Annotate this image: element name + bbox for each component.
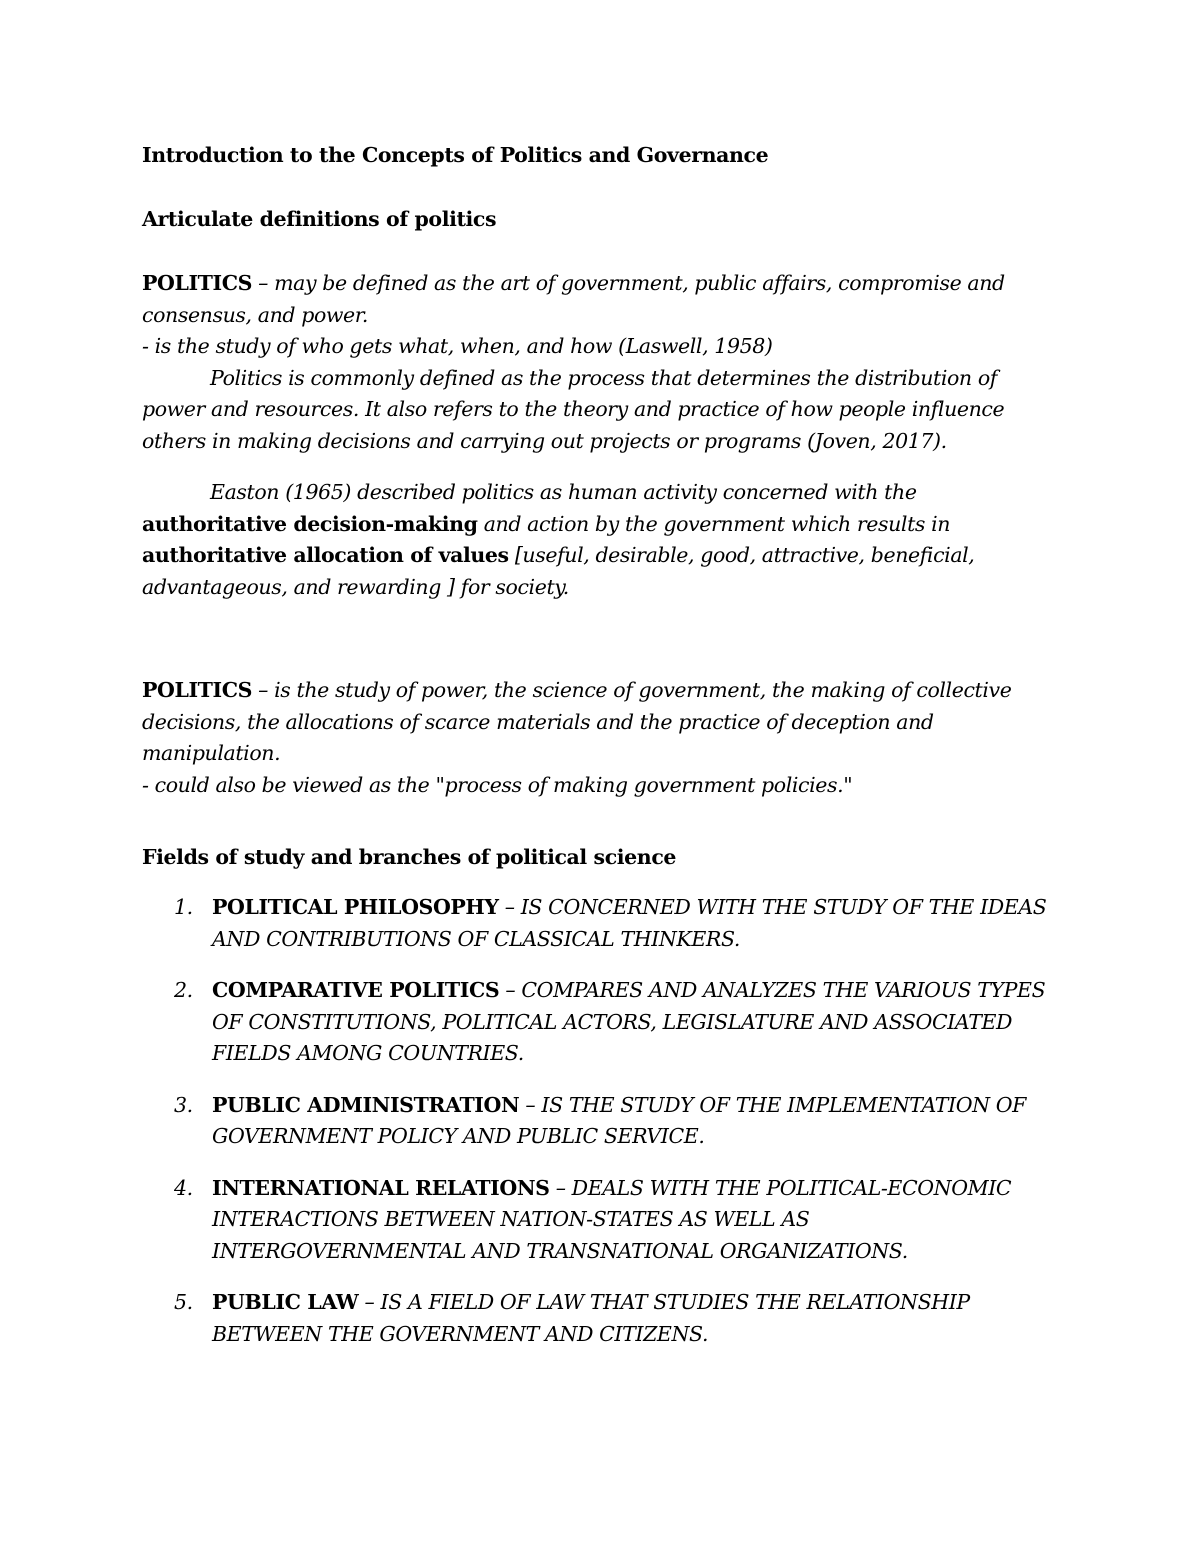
list-item-name: PUBLIC LAW <box>212 1290 359 1314</box>
list-item-description: IS A FIELD OF LAW THAT STUDIES THE RELATIONSHIP BETWEEN THE GOVERNMENT AND CITIZENS. <box>212 1290 970 1346</box>
definition-block-2 <box>142 675 1062 801</box>
easton-paragraph <box>142 477 1062 603</box>
section-heading-fields: Fields of study and branches of political science <box>142 845 677 869</box>
document-title: Introduction to the Concepts of Politics and Governance <box>142 143 769 167</box>
list-item-number: 3. <box>174 1092 193 1117</box>
list-item-number: 4. <box>174 1175 193 1200</box>
list-item-dash: – <box>549 1175 572 1200</box>
list-item <box>142 1173 1062 1268</box>
definition-2-main <box>142 675 1062 770</box>
easton-bold-1: authoritative decision-making <box>142 511 478 536</box>
list-item <box>142 892 1062 955</box>
definition-2-dash: – <box>252 678 275 702</box>
easton-text-2: and action by the government which results in <box>477 511 951 536</box>
definition-block-1 <box>142 268 1062 603</box>
list-item-number: 2. <box>174 978 193 1002</box>
easton-text-1: Easton (1965) described politics as human activity concerned with the <box>210 480 917 504</box>
list-item-name: COMPARATIVE POLITICS <box>212 978 500 1002</box>
list-item-description: DEALS WITH THE POLITICAL-ECONOMIC INTERACTIONS BETWEEN NATION-STATES AS WELL AS INTERGOVERNMENTAL AND TRANSNATIONAL ORGANIZATIONS. <box>212 1175 1012 1263</box>
definition-1-text: may be defined as the art of government, public affairs, compromise and consensus, and power. <box>142 271 1005 327</box>
list-item-dash: – <box>498 895 521 919</box>
definition-1-main <box>142 268 1062 331</box>
list-item-dash: – <box>499 978 522 1002</box>
list-item <box>142 1287 1062 1350</box>
section-heading-definitions: Articulate definitions of politics <box>142 207 497 231</box>
definition-2-text: is the study of power, the science of government, the making of collective decisions, the allocations of scarce materials and the practice of deception and manipulation. <box>142 678 1012 765</box>
list-item-dash: – <box>519 1092 542 1117</box>
easton-text-3: [useful, desirable, good, attractive, beneficial, advantageous, and rewarding ] for society. <box>142 543 975 599</box>
list-item-description: IS THE STUDY OF THE IMPLEMENTATION OF GOVERNMENT POLICY AND PUBLIC SERVICE. <box>212 1092 1026 1148</box>
definition-2-line2: - could also be viewed as the "process of making government policies." <box>142 772 853 797</box>
list-item-dash: – <box>358 1290 381 1314</box>
definition-1-term: POLITICS <box>142 271 253 295</box>
list-item-description: COMPARES AND ANALYZES THE VARIOUS TYPES OF CONSTITUTIONS, POLITICAL ACTORS, LEGISLATURE AND ASSOCIATED FIELDS AMONG COUNTRIES. <box>212 978 1046 1065</box>
fields-list <box>142 892 1062 1370</box>
definition-1-line2: - is the study of who gets what, when, and how (Laswell, 1958) <box>142 334 773 358</box>
list-item <box>142 1090 1062 1153</box>
definition-1-dash: – <box>252 271 275 295</box>
list-item-name: PUBLIC ADMINISTRATION <box>212 1092 520 1117</box>
list-item-number: 1. <box>174 895 193 919</box>
list-item <box>142 975 1062 1070</box>
definition-1-paragraph: Politics is commonly defined as the process that determines the distribution of power and resources. It also refers to the theory and practice of how people influence others in making decisions and carrying out projects or programs (Joven, 2017). <box>142 365 1005 453</box>
list-item-name: POLITICAL PHILOSOPHY <box>212 895 499 919</box>
definition-2-term: POLITICS <box>142 678 253 702</box>
list-item-number: 5. <box>174 1290 193 1314</box>
easton-bold-2: authoritative allocation of values <box>142 543 509 567</box>
list-item-name: INTERNATIONAL RELATIONS <box>212 1175 550 1200</box>
list-item-description: IS CONCERNED WITH THE STUDY OF THE IDEAS AND CONTRIBUTIONS OF CLASSICAL THINKERS. <box>212 895 1047 951</box>
